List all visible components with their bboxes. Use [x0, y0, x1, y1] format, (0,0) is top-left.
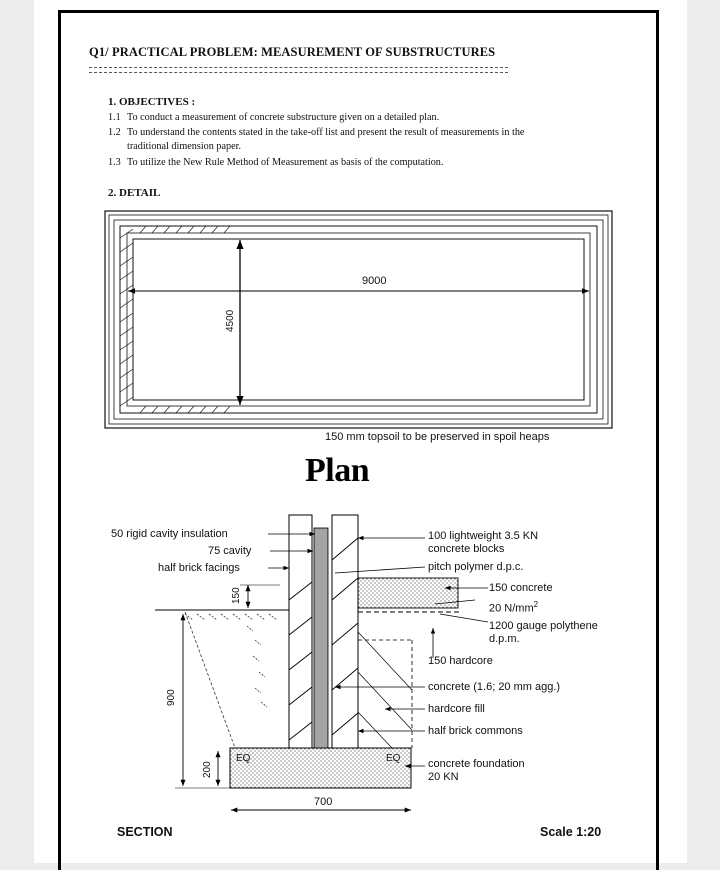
eq-left-label: EQ: [236, 753, 251, 764]
label-brick-facings: half brick facings: [158, 562, 240, 574]
label-dpm-line1: 1200 gauge polythene: [489, 620, 598, 632]
label-blocks-line1: 100 lightweight 3.5 KN: [428, 530, 539, 542]
ground-hatch: [185, 614, 277, 707]
plan-width-label: 4500: [225, 309, 236, 332]
label-concrete-line1: 150 concrete: [489, 582, 553, 594]
objective-3-number: 1.3: [108, 157, 121, 168]
objectives-heading: 1. OBJECTIVES :: [108, 96, 196, 108]
lightweight-concrete-blocks: [332, 515, 358, 748]
plan-outlines: [105, 211, 612, 428]
plan-topsoil-note: 150 mm topsoil to be preserved in spoil heaps: [325, 431, 550, 443]
plan-length-label: 9000: [362, 275, 387, 287]
label-dpm-line2: d.p.m.: [489, 633, 520, 645]
label-foundation-line2: 20 KN: [428, 771, 459, 783]
label-hardcore-fill: hardcore fill: [428, 703, 485, 715]
objective-2-number: 1.2: [108, 127, 121, 138]
eq-right-label: EQ: [386, 753, 401, 764]
objective-3-text: To utilize the New Rule Method of Measurement as basis of the computation.: [127, 157, 444, 168]
objective-2-continuation: traditional dimension paper.: [127, 141, 242, 152]
label-hardcore: 150 hardcore: [428, 655, 493, 667]
detail-heading: 2. DETAIL: [108, 187, 161, 199]
half-brick-facings: [289, 515, 312, 748]
objective-1-number: 1.1: [108, 112, 121, 123]
label-cavity: 75 cavity: [208, 545, 252, 557]
concrete-foundation: [230, 748, 411, 788]
label-brick-commons: half brick commons: [428, 725, 523, 737]
objective-2-text: To understand the contents stated in the take-off list and present the result of measurements in the: [127, 127, 525, 138]
plan-wall-hatching: [120, 226, 230, 413]
label-blocks-line2: concrete blocks: [428, 543, 505, 555]
label-cavity-concrete: concrete (1.6; 20 mm agg.): [428, 681, 561, 693]
label-rigid-insulation: 50 rigid cavity insulation: [111, 528, 228, 540]
dimension-700-label: 700: [314, 796, 333, 808]
label-dpc: pitch polymer d.p.c.: [428, 561, 524, 573]
label-concrete-superscript: 2: [533, 600, 539, 609]
scale-label: Scale 1:20: [540, 825, 602, 839]
label-foundation-line1: concrete foundation: [428, 758, 525, 770]
dimension-150-label: 150: [231, 587, 242, 604]
label-concrete-strength: 20 N/mm: [489, 602, 534, 615]
label-concrete-line2: [489, 598, 538, 616]
cavity-insulation: [314, 528, 328, 748]
document-title: Q1/ PRACTICAL PROBLEM: MEASUREMENT OF SUBSTRUCTURES: [89, 45, 496, 59]
objective-1-text: To conduct a measurement of concrete substructure given on a detailed plan.: [127, 112, 440, 123]
plan-title: Plan: [305, 452, 370, 489]
section-caption: SECTION: [117, 825, 173, 839]
dimension-200-label: 200: [202, 761, 213, 778]
dimension-900-label: 900: [166, 689, 177, 706]
